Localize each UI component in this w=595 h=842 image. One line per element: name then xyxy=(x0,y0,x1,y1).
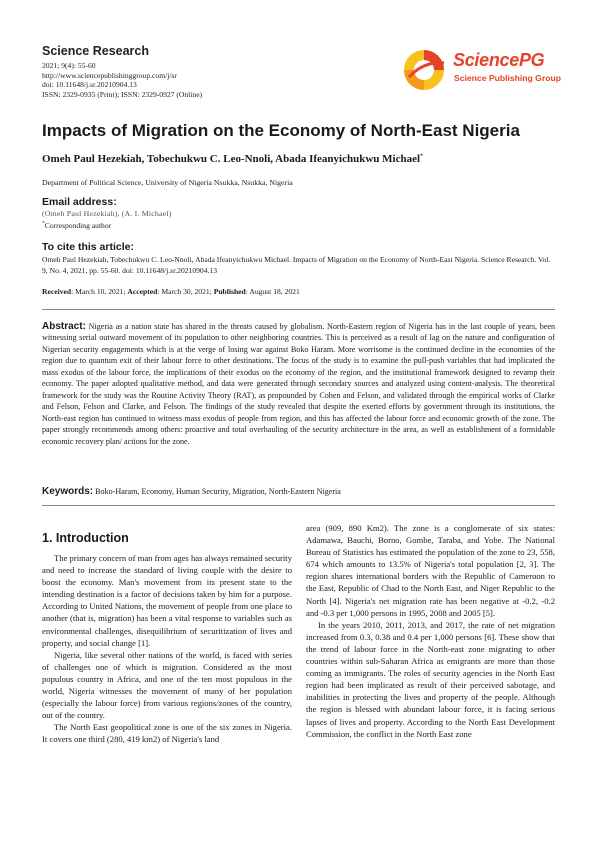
received-label: Received xyxy=(42,287,72,296)
corresponding-label: Corresponding author xyxy=(44,221,112,230)
abstract-label: Abstract: xyxy=(42,321,86,332)
cite-heading: To cite this article: xyxy=(42,241,134,253)
section-heading: 1. Introduction xyxy=(42,531,129,545)
meta-doi: doi: 10.11648/j.sr.20210904.13 xyxy=(42,80,137,90)
article-dates xyxy=(42,287,300,296)
divider-bottom xyxy=(42,505,555,506)
affiliation: Department of Political Science, University of Nigeria Nsukka, Nsukka, Nigeria xyxy=(42,178,293,187)
keywords-label: Keywords: xyxy=(42,486,94,497)
meta-issn: ISSN: 2329-0935 (Print); ISSN: 2329-0927 (Online) xyxy=(42,89,203,99)
sciencepg-logo-icon xyxy=(400,47,452,93)
email-addresses[interactable]: (Omeh Paul Hezekiah), (A. I. Michael) xyxy=(42,209,172,218)
left-column xyxy=(42,552,292,746)
paragraph: The primary concern of man from ages has always remained security and need to increase the standard of living couple with the desire to boost the economy. Man's movement from its present state to the intending destination is a factor of decisions taken by him for a purpose. According to United Nations, the movement of people from one place to another (that is, migration) has been a vital response to variables such as environmental challenges, disequilibrium of securitization of lives and property, and social change [1]. xyxy=(42,553,292,648)
published-label: Published xyxy=(213,287,246,296)
paragraph: area (909, 890 Km2). The zone is a conglomerate of six states: Adamawa, Bauchi, Borno, Gombe, Taraba, and Yobe. The National Bureau of Statistics has estimated the population of the zone to 23, 558, 674 which amounts to 13.5% of Nigeria's total population [2, 3]. The region shares international borders with the Republic of Cameroon to the East, Republic of Chad to the North East, and Niger Republic to the North [4]. Nigeria's net migration rate has been negative at -0.2, -0.2 and -0.3 per 1,000 persons in 1995, 2008 and 2005 [5]. xyxy=(306,523,555,618)
email-heading: Email address: xyxy=(42,196,117,208)
received-date: : March 10, 2021; xyxy=(71,287,128,296)
corresponding-note xyxy=(42,221,111,230)
logo-subtitle: Science Publishing Group xyxy=(454,73,561,83)
author-asterisk: * xyxy=(420,152,424,160)
divider-top xyxy=(42,309,555,310)
journal-meta xyxy=(42,61,202,99)
logo-wordmark: SciencePG xyxy=(453,50,545,70)
paragraph: The North East geopolitical zone is one of the six zones in Nigeria. It covers one third (280, 419 km2) of Nigeria's land xyxy=(42,722,292,745)
citation-text: Omeh Paul Hezekiah, Tobechukwu C. Leo-Nnoli, Abada Ifeanyichukwu Michael. Impacts of Migration on the Economy of North-East Nigeria. Science Research. Vol. 9, No. 4, 2021, pp. 55-60. doi: 10.11648/j.sr.20210904.13 xyxy=(42,255,551,275)
paragraph: Nigeria, like several other nations of the world, is faced with series of challenges one of which is migration. Considered as the most populous country in Africa, and one of the ten most populous in the world, Nigeria witnesses the movement of many of her population (especially the labour force) from various regions/zones of the country, out of the country. xyxy=(42,649,292,721)
published-date: : August 18, 2021 xyxy=(245,287,300,296)
authors xyxy=(42,153,423,165)
accepted-date: : March 30, 2021; xyxy=(157,287,214,296)
corresponding-asterisk: * xyxy=(42,220,45,227)
meta-issue: 2021; 9(4): 55-60 xyxy=(42,61,96,70)
article-title: Impacts of Migration on the Economy of North-East Nigeria xyxy=(42,121,520,140)
abstract-text: Nigeria as a nation state has shared in the threats caused by globalism. North-Eastern region of Nigeria has in the last couple of years, been witnessing serial outward movement of its population to other neighboring countries. This is perceived as a result of lag on the nature and configuration of Nigerian security engagements which is at the verge of losing war against Boko Haram. More worrisome is the continued decline in the economies of the region due to quantum exit of their labour force to other destinations. The focus of the study is to examine the pull-push variables that had implicated the mass exodus of the labour force, the implications of their exodus on the economy of the region, and the institutional framework designed to revamp their economy. The paper adopted qualitative method, and data were generated through secondary sources and analyzed using content-analysis. The theoretical framework for the study was the Routine Activity Theory (RAT), as propounded by Cohen and Felson, and validated through the empirical works of Clarke and Felson, Felson and Clarke, and Felson. The findings of the study revealed that despite the exerted efforts by government through its institutions, the North-east region has continued to witness mass exodus of people from region, and this has affected the labour force and economic growth of the zone. The paper strongly recommends among others: proactive and total overhauling of the security architecture in the area, as well as establishment of a formidable economic recovery plan/ actions for the zone. xyxy=(42,322,556,446)
accepted-label: Accepted xyxy=(127,287,158,296)
keywords xyxy=(42,486,341,497)
right-column xyxy=(306,522,555,740)
abstract xyxy=(42,321,555,447)
keywords-text: Boko-Haram, Economy, Human Security, Migration, North-Eastern Nigeria xyxy=(95,487,341,496)
paragraph: In the years 2010, 2011, 2013, and 2017, the rate of net migration increased from 0.3, 0.38 and 0.4 per 1,000 persons [6]. These show that the trend of labour force in the North-east zone migrating to other countries within sub-Saharan Africa as emigrants are more than those coming as immigrants. The roles of security agencies in the North East region had been implicated as result of their perceived sabotage, and inabilities in protecting the lives and property of the people. Although the region is blessed with abundant labour force, it is facing serious lapses of lives and property. According to the North East Development Commission, the conflict in the North East zone xyxy=(306,619,555,739)
journal-name: Science Research xyxy=(42,44,150,58)
meta-url[interactable]: http://www.sciencepublishinggroup.com/j/sr xyxy=(42,70,177,80)
author-list: Omeh Paul Hezekiah, Tobechukwu C. Leo-Nnoli, Abada Ifeanyichukwu Michael xyxy=(42,153,421,165)
